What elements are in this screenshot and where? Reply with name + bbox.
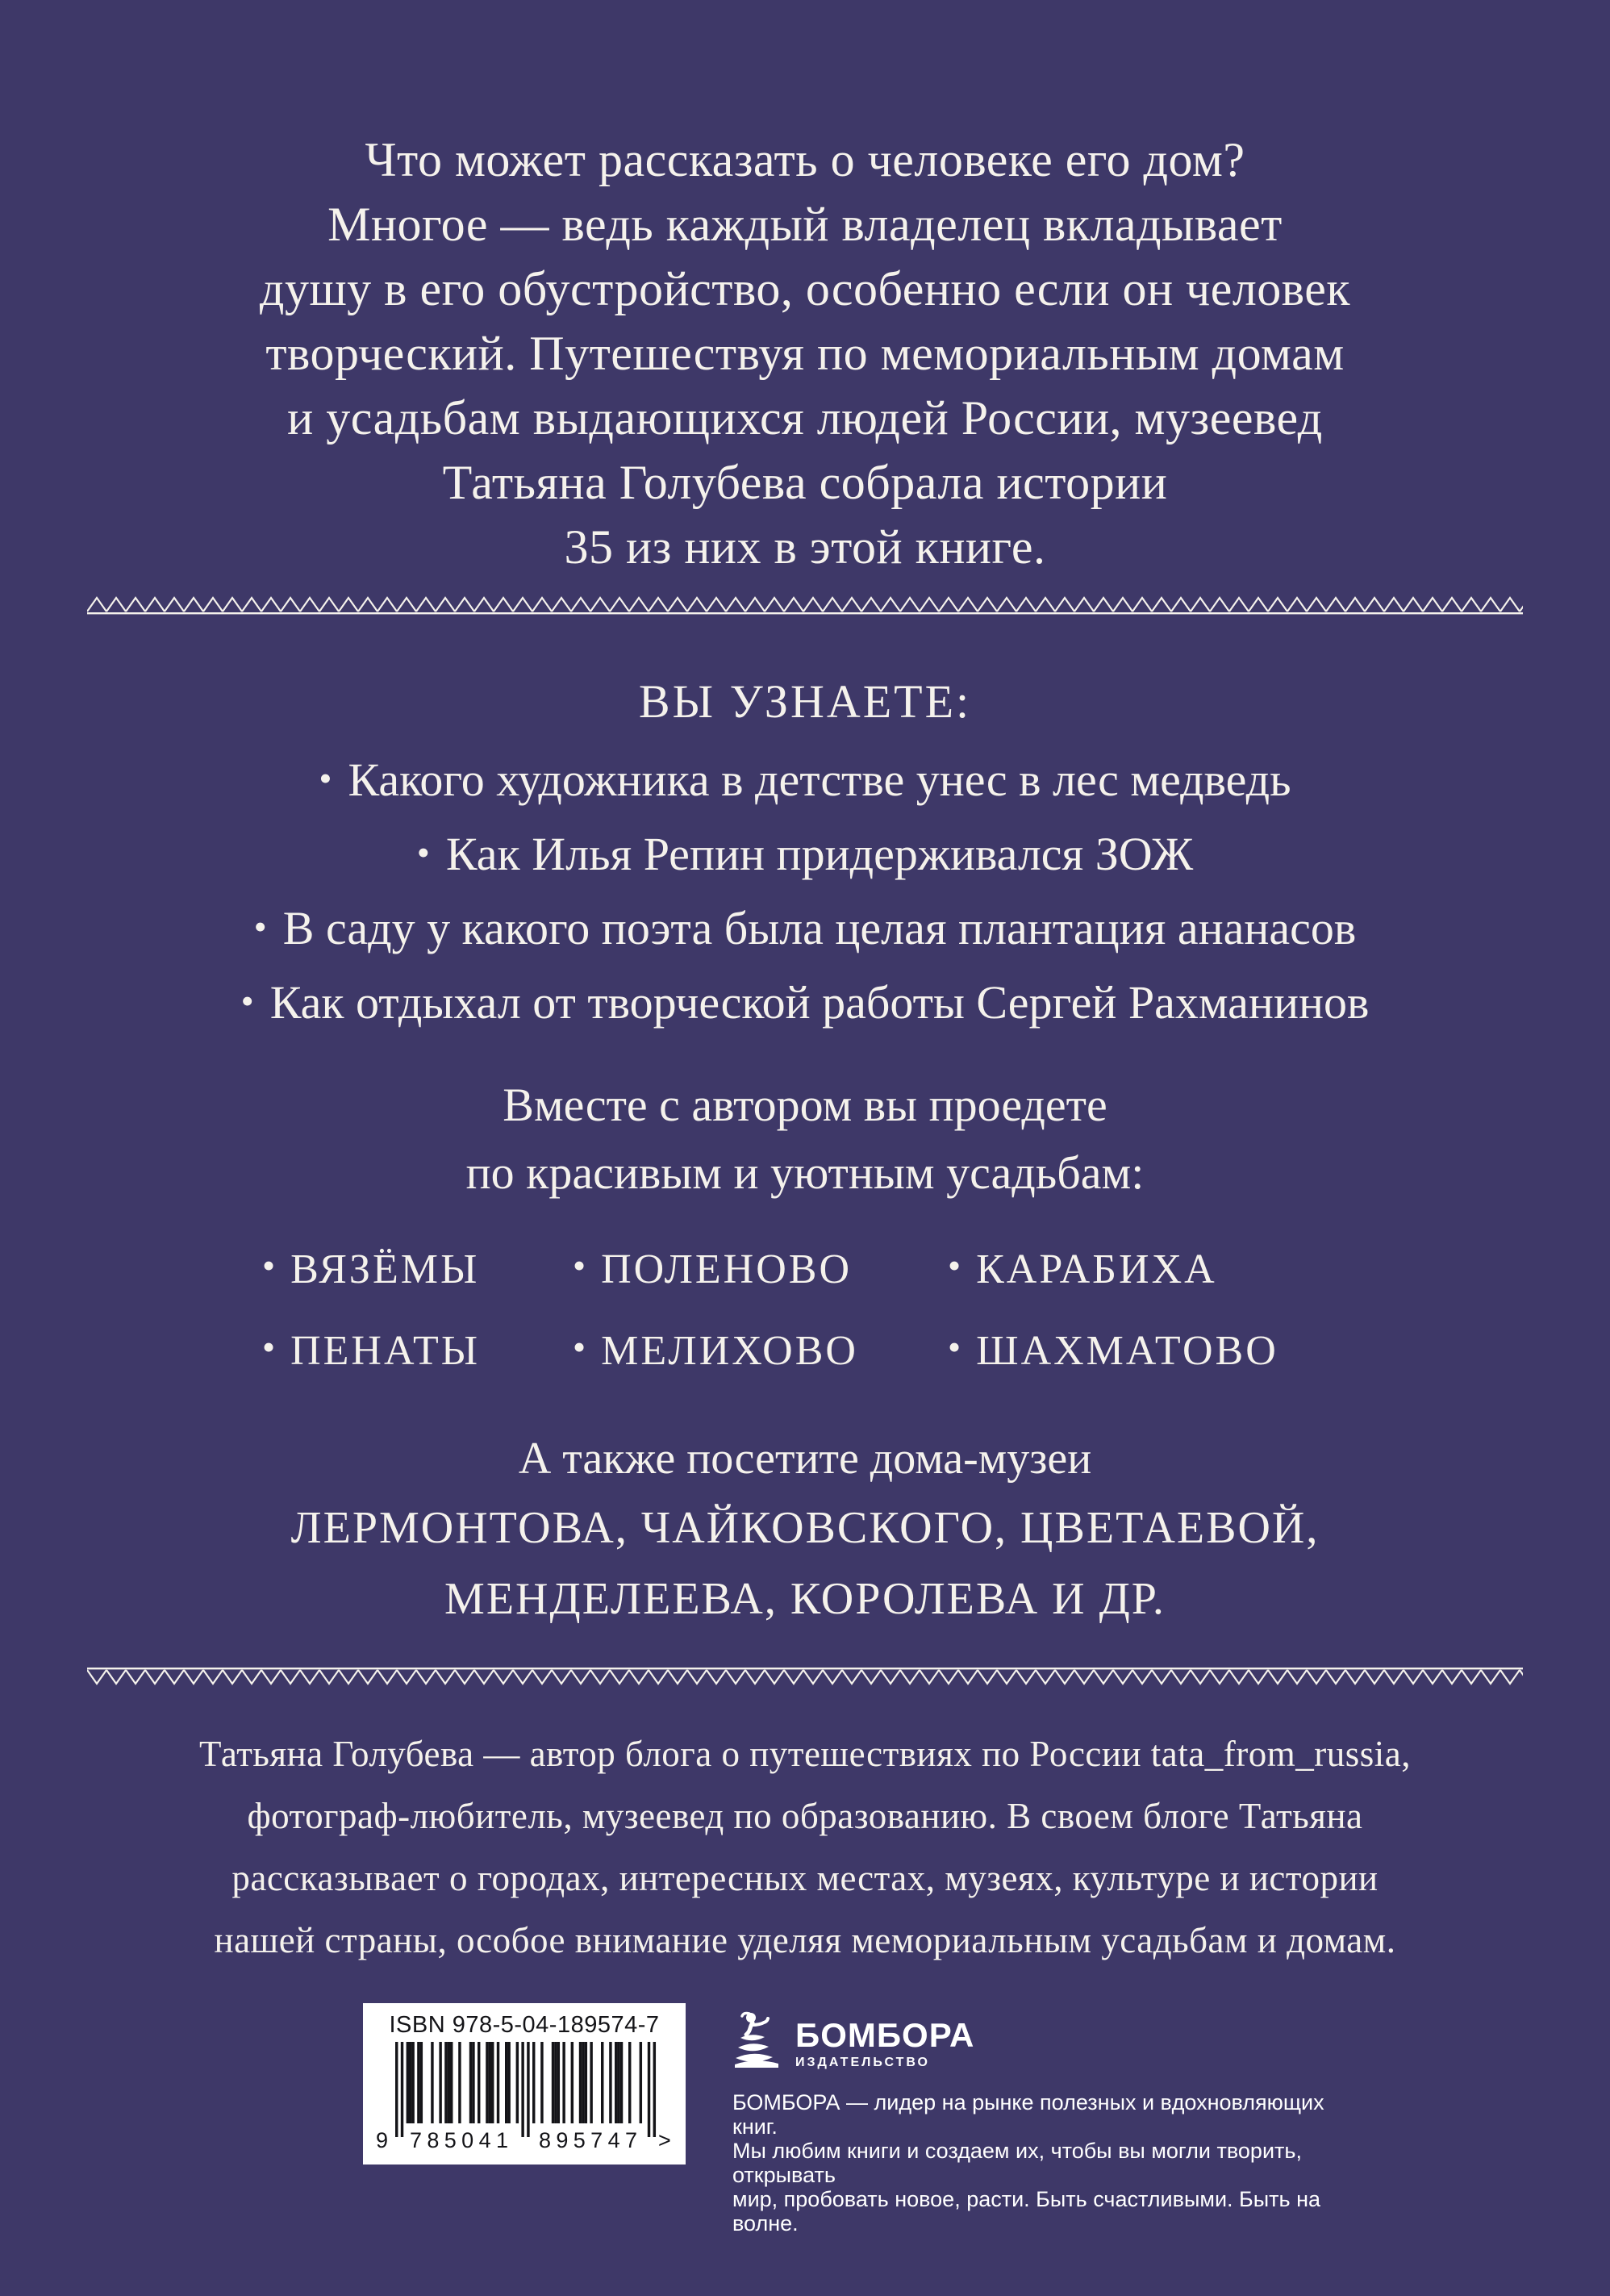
publisher-subtitle: ИЗДАТЕЛЬСТВО [795,2056,930,2069]
description-line: мир, пробовать новое, расти. Быть счастливыми. Быть на волне. [732,2187,1321,2235]
bullet-dot: • [253,906,267,947]
bullet-dot: • [262,1326,278,1367]
estate-item [948,1241,1367,1295]
intro-line: душу в его обустройство, особенно если он человек [259,262,1351,315]
estate-name: ПЕНАТЫ [290,1328,481,1374]
estate-name: КАРАБИХА [976,1246,1217,1292]
intro-line: 35 из них в этой книге. [564,520,1046,574]
barcode-end-mark: > [658,2128,671,2152]
intro-paragraph [0,127,1610,579]
description-line: БОМБОРА — лидер на рынке полезных и вдохновляющих книг. [732,2090,1324,2139]
estate-name: ШАХМАТОВО [976,1328,1278,1374]
bullet-dot: • [416,832,430,873]
estate-item [262,1241,573,1295]
estate-item [948,1322,1367,1376]
bullet-dot: • [573,1245,589,1286]
bio-line: фотограф-любитель, музеевед по образованию. В своем блоге Татьяна [247,1796,1363,1836]
bullet-dot: • [948,1245,964,1286]
bio-line: Татьяна Голубева — автор блога о путешествиях по России tata_from_russia, [199,1734,1411,1774]
bullet-dot: • [319,758,332,799]
estate-item [573,1241,948,1295]
publisher-name: БОМБОРА [795,2016,975,2054]
bullet-item [0,754,1610,805]
estate-item [573,1322,948,1376]
estate-name: ВЯЗЁМЫ [290,1246,480,1292]
zigzag-divider-bottom [87,1665,1523,1686]
bio-line: нашей страны, особое внимание уделяя мемориальным усадьбам и домам. [214,1920,1396,1960]
you-learn-heading: ВЫ УЗНАЕТЕ: [638,675,972,728]
bullet-item [0,976,1610,1028]
estates-list [262,1241,1610,1376]
museums-line: МЕНДЕЛЕЕВА, КОРОЛЕВА И ДР. [444,1574,1166,1624]
intro-line: Многое — ведь каждый владелец вкладывает [327,198,1283,251]
museums-intro: А также посетите дома-музеи [518,1434,1092,1484]
publisher-block [732,2011,1353,2235]
estate-item [262,1322,573,1376]
visit-intro [0,1071,1610,1207]
bullet-dot: • [573,1326,589,1367]
estate-name: ПОЛЕНОВО [601,1246,852,1292]
intro-line: и усадьбам выдающихся людей России, музеевед [287,391,1323,445]
visit-intro-line: Вместе с автором вы проедете [503,1079,1107,1131]
publisher-logo [732,2011,1353,2069]
publisher-description [732,2090,1353,2235]
bullet-item [0,828,1610,879]
bullet-text: Как отдыхал от творческой работы Сергей Рахманинов [269,976,1370,1029]
you-learn-list [0,754,1610,1028]
bullet-text: Как Илья Репин придерживался ЗОЖ [445,828,1194,880]
footer [0,2003,1610,2296]
barcode-digit-first: 9 [376,2128,389,2152]
bombora-surfer-icon [732,2011,782,2069]
isbn-barcode-box [363,2003,686,2165]
bullet-dot: • [948,1326,964,1367]
bullet-text: В саду у какого поэта была целая плантация ананасов [282,902,1357,954]
intro-line: творческий. Путешествуя по мемориальным домам [265,327,1345,380]
bio-line: рассказывает о городах, интересных местах, музеях, культуре и истории [231,1858,1379,1898]
publisher-logo-text [795,2016,975,2069]
bullet-dot: • [262,1245,278,1286]
museums-block [0,1431,1610,1634]
bullet-item [0,902,1610,954]
isbn-label: ISBN 978-5-04-189574-7 [389,2012,660,2038]
intro-line: Татьяна Голубева собрала истории [442,456,1168,509]
estate-name: МЕЛИХОВО [601,1328,858,1374]
barcode-digits-left: 785041 [410,2128,508,2152]
bullet-dot: • [240,980,254,1021]
bio-paragraph [0,1723,1610,1972]
intro-line: Что может рассказать о человеке его дом? [365,133,1245,186]
ean13-barcode [374,2042,674,2152]
zigzag-divider-top [87,595,1523,616]
barcode-digits-right: 895747 [539,2128,637,2152]
museums-line: ЛЕРМОНТОВА, ЧАЙКОВСКОГО, ЦВЕТАЕВОЙ, [290,1503,1320,1553]
description-line: Мы любим книги и создаем их, чтобы вы могли творить, открывать [732,2139,1302,2187]
visit-intro-line: по красивым и уютным усадьбам: [465,1146,1145,1199]
bullet-text: Какого художника в детстве унес в лес медведь [348,754,1291,806]
